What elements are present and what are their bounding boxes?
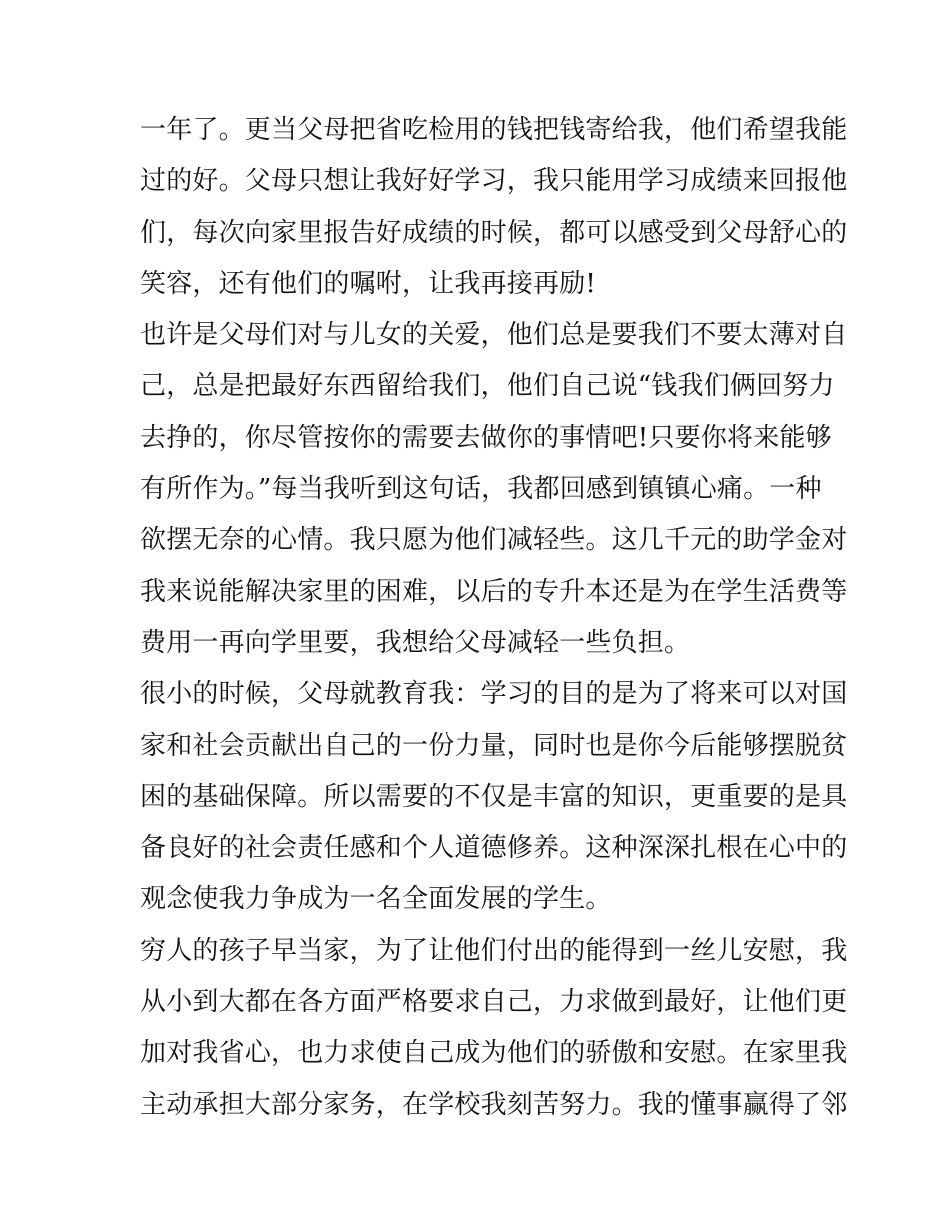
text-line: 主动承担大部分家务，在学校我刻苦努力。我的懂事赢得了邻 <box>140 1089 848 1120</box>
text-line: 家和社会贡献出自己的一份力量，同时也是你今后能够摆脱贫 <box>140 730 848 761</box>
text-line: 过的好。父母只想让我好好学习，我只能用学习成绩来回报他 <box>140 166 848 197</box>
text-line: 加对我省心，也力求使自己成为他们的骄傲和安慰。在家里我 <box>140 1038 848 1069</box>
text-line: 穷人的孩子早当家，为了让他们付出的能得到一丝儿安慰，我 <box>140 935 848 966</box>
text-line: 很小的时候，父母就教育我：学习的目的是为了将来可以对国 <box>140 679 848 710</box>
text-line: 己，总是把最好东西留给我们，他们自己说“钱我们俩回努力 <box>140 371 835 402</box>
text-line: 从小到大都在各方面严格要求自己，力求做到最好，让他们更 <box>140 987 848 1018</box>
text-line: 一年了。更当父母把省吃检用的钱把钱寄给我，他们希望我能 <box>140 115 848 145</box>
text-line: 我来说能解决家里的困难，以后的专升本还是为在学生活费等 <box>140 576 848 607</box>
text-line: 有所作为。”每当我听到这句话，我都回感到镇镇心痛。一种 <box>140 474 822 505</box>
text-line: 费用一再向学里要，我想给父母减轻一些负担。 <box>140 627 691 658</box>
text-line: 困的基础保障。所以需要的不仅是丰富的知识，更重要的是具 <box>140 781 848 812</box>
text-line: 也许是父母们对与儿女的关爱，他们总是要我们不要太薄对自 <box>140 320 848 351</box>
document-body <box>140 105 848 1131</box>
text-line: 去挣的，你尽管按你的需要去做你的事情吧!只要你将来能够 <box>140 422 832 453</box>
text-line: 备良好的社会责任感和个人道德修养。这种深深扎根在心中的 <box>140 833 848 864</box>
text-line: 们，每次向家里报告好成绩的时候，都可以感受到父母舒心的 <box>140 217 848 248</box>
text-line: 笑容，还有他们的嘱咐，让我再接再励! <box>140 268 597 299</box>
text-line: 观念使我力争成为一名全面发展的学生。 <box>140 884 612 915</box>
text-line: 欲摆无奈的心情。我只愿为他们减轻些。这几千元的助学金对 <box>140 525 848 556</box>
